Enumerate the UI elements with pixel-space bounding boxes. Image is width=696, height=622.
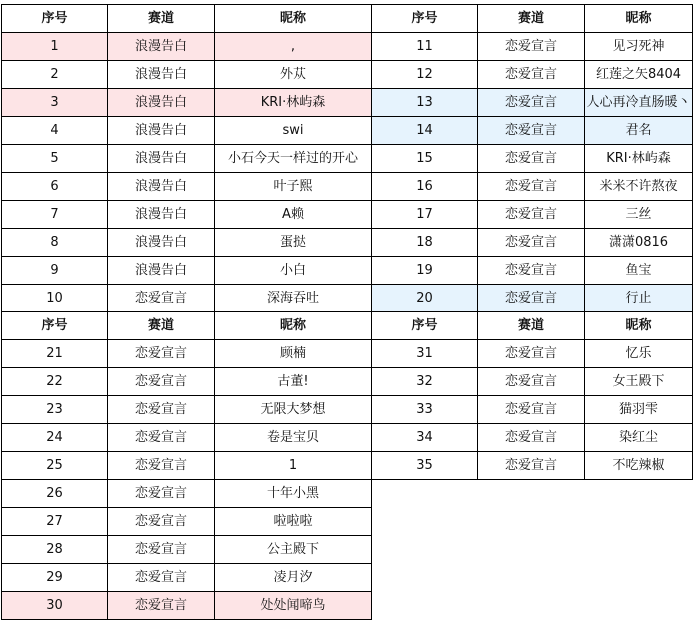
row-nickname: 外苁	[215, 61, 372, 89]
row-nickname: 卷是宝贝	[215, 424, 372, 452]
row-number: 4	[2, 117, 108, 145]
table-row	[2, 424, 693, 452]
row-number: 23	[2, 396, 108, 424]
row-number: 13	[372, 89, 478, 117]
row-track: 恋爱宣言	[108, 592, 215, 620]
row-track: 恋爱宣言	[108, 285, 215, 313]
row-number: 27	[2, 508, 108, 536]
row-number: 9	[2, 257, 108, 285]
row-track: 恋爱宣言	[478, 340, 585, 368]
row-nickname: 红莲之矢8404	[585, 61, 693, 89]
row-nickname: 小石今天一样过的开心	[215, 145, 372, 173]
empty-cell	[585, 592, 693, 620]
row-track: 恋爱宣言	[478, 145, 585, 173]
header-name: 昵称	[585, 312, 693, 340]
table-row	[2, 340, 693, 368]
row-nickname: 凌月汐	[215, 564, 372, 592]
row-track: 恋爱宣言	[478, 173, 585, 201]
header-track: 赛道	[108, 312, 215, 340]
row-number: 18	[372, 229, 478, 257]
row-track: 浪漫告白	[108, 229, 215, 257]
row-nickname: 猫羽雫	[585, 396, 693, 424]
row-nickname: 啦啦啦	[215, 508, 372, 536]
row-number: 34	[372, 424, 478, 452]
empty-cell	[478, 592, 585, 620]
row-number: 16	[372, 173, 478, 201]
row-number: 1	[2, 33, 108, 61]
row-nickname: 十年小黑	[215, 480, 372, 508]
row-number: 8	[2, 229, 108, 257]
row-nickname: 米米不许熬夜	[585, 173, 693, 201]
row-number: 7	[2, 201, 108, 229]
row-track: 恋爱宣言	[478, 61, 585, 89]
row-number: 31	[372, 340, 478, 368]
row-track: 恋爱宣言	[478, 368, 585, 396]
row-nickname: 1	[215, 452, 372, 480]
row-track: 浪漫告白	[108, 33, 215, 61]
row-nickname: 见习死神	[585, 33, 693, 61]
header-track: 赛道	[478, 312, 585, 340]
table-row	[2, 89, 693, 117]
row-nickname: A赖	[215, 201, 372, 229]
row-number: 22	[2, 368, 108, 396]
row-track: 恋爱宣言	[478, 117, 585, 145]
empty-cell	[478, 564, 585, 592]
table-row	[2, 396, 693, 424]
row-number: 10	[2, 285, 108, 313]
header-no: 序号	[372, 5, 478, 33]
header-no: 序号	[2, 5, 108, 33]
empty-cell	[585, 536, 693, 564]
empty-cell	[478, 480, 585, 508]
table-row	[2, 257, 693, 285]
row-nickname: 叶子熙	[215, 173, 372, 201]
row-track: 浪漫告白	[108, 145, 215, 173]
row-track: 恋爱宣言	[478, 33, 585, 61]
row-number: 17	[372, 201, 478, 229]
row-nickname: 行止	[585, 285, 693, 313]
table-row	[2, 145, 693, 173]
row-track: 恋爱宣言	[108, 396, 215, 424]
row-track: 恋爱宣言	[108, 508, 215, 536]
row-nickname: 古董!	[215, 368, 372, 396]
table-row	[2, 368, 693, 396]
empty-cell	[372, 480, 478, 508]
participant-table-top	[1, 4, 693, 313]
table-row	[2, 480, 693, 508]
empty-cell	[372, 564, 478, 592]
row-number: 26	[2, 480, 108, 508]
row-track: 恋爱宣言	[478, 396, 585, 424]
row-number: 2	[2, 61, 108, 89]
row-track: 浪漫告白	[108, 89, 215, 117]
row-track: 浪漫告白	[108, 257, 215, 285]
row-track: 恋爱宣言	[478, 257, 585, 285]
participant-table-bottom	[1, 311, 693, 620]
row-nickname: ,	[215, 33, 372, 61]
row-nickname: swi	[215, 117, 372, 145]
row-number: 30	[2, 592, 108, 620]
row-number: 33	[372, 396, 478, 424]
header-name: 昵称	[215, 5, 372, 33]
row-nickname: 女王殿下	[585, 368, 693, 396]
row-track: 恋爱宣言	[478, 89, 585, 117]
row-number: 3	[2, 89, 108, 117]
table-row	[2, 508, 693, 536]
row-track: 浪漫告白	[108, 61, 215, 89]
row-track: 浪漫告白	[108, 173, 215, 201]
row-number: 20	[372, 285, 478, 313]
row-nickname: 君名	[585, 117, 693, 145]
row-track: 浪漫告白	[108, 201, 215, 229]
empty-cell	[372, 592, 478, 620]
table-row	[2, 536, 693, 564]
row-track: 恋爱宣言	[478, 229, 585, 257]
table-row	[2, 592, 693, 620]
row-track: 恋爱宣言	[108, 424, 215, 452]
header-no: 序号	[372, 312, 478, 340]
table-row	[2, 117, 693, 145]
row-nickname: 忆乐	[585, 340, 693, 368]
row-number: 15	[372, 145, 478, 173]
header-no: 序号	[2, 312, 108, 340]
row-number: 35	[372, 452, 478, 480]
row-nickname: 人心再冷直肠暖丶	[585, 89, 693, 117]
row-track: 恋爱宣言	[478, 285, 585, 313]
table-row	[2, 61, 693, 89]
row-number: 12	[372, 61, 478, 89]
row-number: 19	[372, 257, 478, 285]
row-nickname: 蛋挞	[215, 229, 372, 257]
row-track: 恋爱宣言	[108, 564, 215, 592]
empty-cell	[372, 508, 478, 536]
row-nickname: 处处闻啼鸟	[215, 592, 372, 620]
row-track: 恋爱宣言	[108, 480, 215, 508]
row-track: 恋爱宣言	[478, 424, 585, 452]
header-track: 赛道	[478, 5, 585, 33]
table-row	[2, 201, 693, 229]
empty-cell	[585, 564, 693, 592]
row-nickname: 顾楠	[215, 340, 372, 368]
row-nickname: 公主殿下	[215, 536, 372, 564]
row-number: 24	[2, 424, 108, 452]
row-track: 恋爱宣言	[478, 201, 585, 229]
empty-cell	[478, 536, 585, 564]
row-nickname: 染红尘	[585, 424, 693, 452]
header-name: 昵称	[585, 5, 693, 33]
row-nickname: 三丝	[585, 201, 693, 229]
row-track: 恋爱宣言	[108, 536, 215, 564]
row-number: 21	[2, 340, 108, 368]
table-row	[2, 452, 693, 480]
row-number: 32	[372, 368, 478, 396]
empty-cell	[372, 536, 478, 564]
header-row	[2, 5, 693, 33]
row-track: 恋爱宣言	[108, 452, 215, 480]
table-row	[2, 173, 693, 201]
row-nickname: 潇潇0816	[585, 229, 693, 257]
row-nickname: KRI·林屿森	[215, 89, 372, 117]
row-nickname: 无限大梦想	[215, 396, 372, 424]
row-number: 25	[2, 452, 108, 480]
empty-cell	[478, 508, 585, 536]
table-row	[2, 33, 693, 61]
row-number: 28	[2, 536, 108, 564]
header-row	[2, 312, 693, 340]
empty-cell	[585, 480, 693, 508]
row-track: 恋爱宣言	[108, 368, 215, 396]
row-nickname: 不吃辣椒	[585, 452, 693, 480]
row-number: 6	[2, 173, 108, 201]
row-nickname: 小白	[215, 257, 372, 285]
row-number: 29	[2, 564, 108, 592]
header-name: 昵称	[215, 312, 372, 340]
table-row	[2, 229, 693, 257]
row-nickname: 深海吞吐	[215, 285, 372, 313]
row-number: 11	[372, 33, 478, 61]
row-track: 恋爱宣言	[108, 340, 215, 368]
row-number: 14	[372, 117, 478, 145]
header-track: 赛道	[108, 5, 215, 33]
row-track: 浪漫告白	[108, 117, 215, 145]
table-row	[2, 564, 693, 592]
empty-cell	[585, 508, 693, 536]
row-number: 5	[2, 145, 108, 173]
row-nickname: KRI·林屿森	[585, 145, 693, 173]
row-track: 恋爱宣言	[478, 452, 585, 480]
table-row	[2, 285, 693, 313]
row-nickname: 鱼宝	[585, 257, 693, 285]
